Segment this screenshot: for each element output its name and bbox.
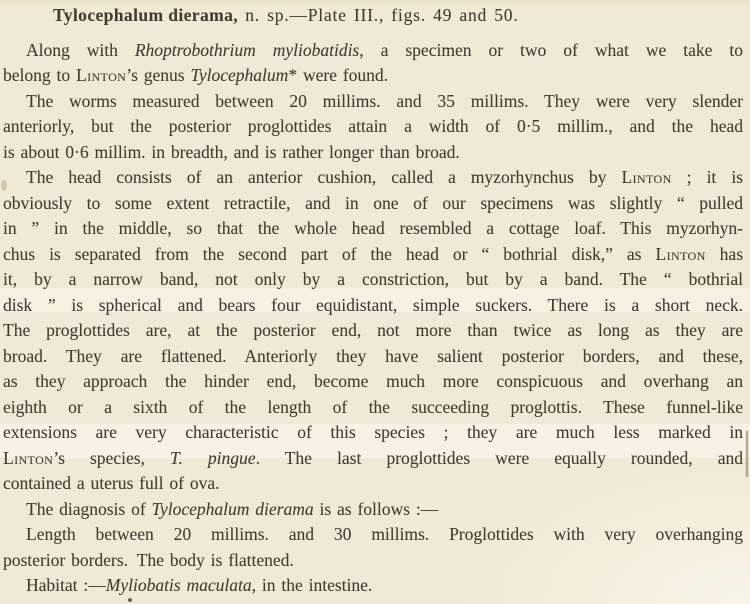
ink-smudge bbox=[1, 180, 7, 191]
para4-line1 bbox=[3, 497, 743, 523]
text-segment: The diagnosis of bbox=[26, 498, 152, 519]
species-name-italic: T. pingue bbox=[170, 447, 256, 468]
para1-line2 bbox=[3, 63, 743, 89]
para6-habitat-line bbox=[3, 573, 743, 599]
para5-line1: Length between 20 millims. and 30 millims. Proglottides with very overhanging bbox=[26, 524, 743, 544]
text-segment: , a specimen or two of what we take to bbox=[359, 39, 743, 60]
author-name-smallcaps: Linton bbox=[621, 167, 672, 187]
para3-line8: broad. They are flattened. Anteriorly they have salient posterior borders, and these, bbox=[3, 345, 743, 366]
host-species-italic: Myliobatis maculata bbox=[105, 575, 252, 595]
species-name-bold: Tylocephalum dierama, bbox=[53, 5, 239, 25]
text-segment: Along with bbox=[26, 39, 135, 60]
text-segment: ’s species, bbox=[53, 447, 171, 468]
text-segment: The head consists of an anterior cushion, called a myzorhynchus by bbox=[26, 167, 622, 187]
text-segment: has bbox=[705, 243, 744, 264]
species-name-italic: Tylocephalum dierama bbox=[151, 498, 314, 519]
author-name-smallcaps: Linton bbox=[3, 447, 54, 468]
para3-line4 bbox=[3, 242, 743, 268]
text-segment: ; it is bbox=[671, 167, 743, 187]
para3-line2: obviously to some extent retractile, and in one of our specimens was slightly “ pulled bbox=[3, 192, 743, 213]
scan-edge-artifact bbox=[746, 431, 748, 477]
para3-line13: contained a uterus full of ova. bbox=[3, 473, 220, 493]
para3-line10: eighth or a sixth of the length of the succeeding proglottis. These funnel-like bbox=[3, 396, 743, 417]
species-heading bbox=[53, 3, 743, 29]
para3-line5: it, by a narrow band, not only by a constriction, but by a band. The “ bothrial bbox=[3, 269, 743, 289]
para3-line6: disk ” is spherical and bears four equidistant, simple suckers. There is a short neck. bbox=[3, 294, 743, 315]
para3-line9: as they approach the hinder end, become much more conspicuous and overhang an bbox=[3, 371, 743, 391]
para5-line2: posterior borders. The body is flattened. bbox=[3, 549, 294, 570]
para2-line1: The worms measured between 20 millims. and 35 millims. They were very slender bbox=[26, 90, 743, 111]
para3-line11: extensions are very characteristic of this species ; they are much less marked in bbox=[3, 422, 743, 442]
author-name-smallcaps: Linton bbox=[76, 65, 127, 85]
para3-line1 bbox=[3, 165, 743, 191]
para3-line7: The proglottides are, at the posterior end, not more than twice as long as they are bbox=[3, 320, 743, 340]
heading-plate-reference: n. sp.—Plate III., figs. 49 and 50. bbox=[238, 5, 519, 25]
text-segment: belong to bbox=[3, 65, 76, 85]
genus-name-italic: Tylocephalum bbox=[190, 65, 289, 85]
text-segment: Habitat :— bbox=[26, 575, 106, 595]
para2-line2: anteriorly, but the posterior proglottides attain a width of 0·5 millim., and the head bbox=[3, 116, 743, 136]
text-segment: ’s genus bbox=[126, 65, 191, 85]
text-segment: , in the intestine. bbox=[251, 575, 373, 595]
species-name-italic: Rhoptrobothrium myliobatidis bbox=[134, 39, 360, 60]
text-segment: chus is separated from the second part of the head or “ bothrial disk,” as bbox=[3, 243, 656, 264]
para1-line1 bbox=[3, 38, 743, 64]
text-segment: * were found. bbox=[288, 65, 389, 85]
para2-line3: is about 0·6 millim. in breadth, and is rather longer than broad. bbox=[3, 141, 460, 162]
author-name-smallcaps: Linton bbox=[655, 243, 706, 264]
ink-speck bbox=[128, 598, 132, 602]
para3-line12 bbox=[3, 446, 743, 472]
text-segment: is as follows :— bbox=[313, 498, 439, 519]
para3-line3: in ” in the middle, so that the whole head resembled a cottage loaf. This myzorhyn- bbox=[3, 218, 743, 238]
text-segment: . The last proglottides were equally rounded, and bbox=[255, 447, 743, 468]
